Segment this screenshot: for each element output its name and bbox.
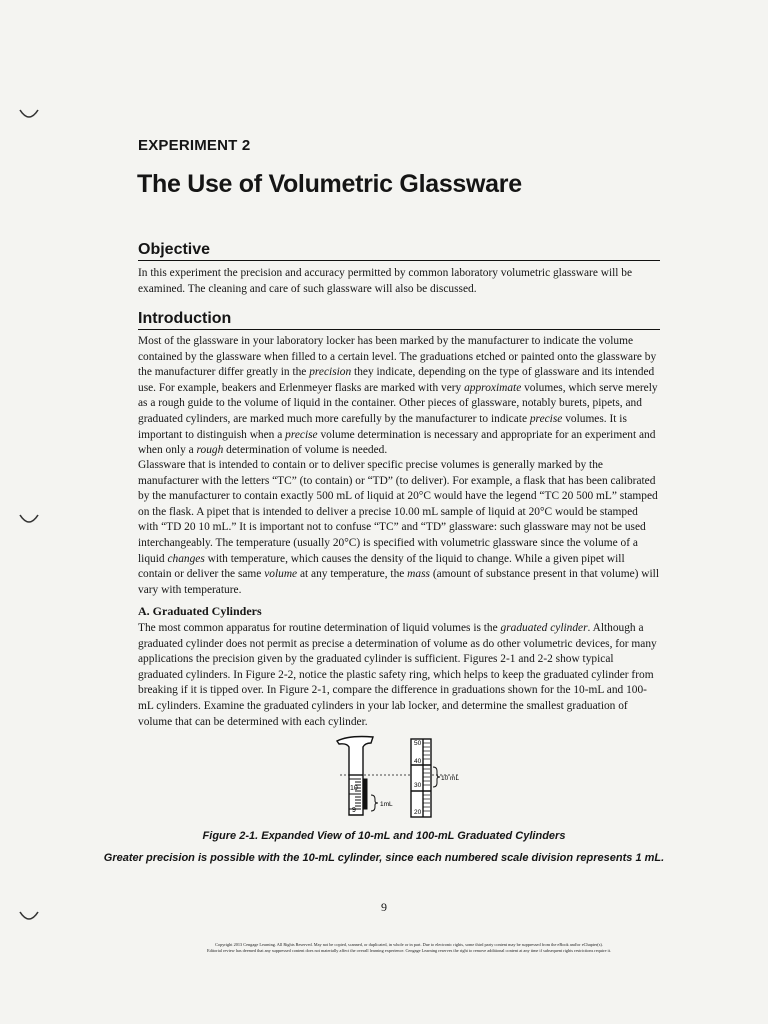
large-cylinder-label-30: 30 (414, 782, 422, 789)
page-number: 9 (381, 900, 387, 914)
figure-caption: Figure 2-1. Expanded View of 10-mL and 100-mL Graduated Cylinders (202, 830, 566, 842)
binder-hole-mark (18, 513, 40, 525)
introduction-heading: Introduction (138, 310, 660, 330)
small-bracket-label: 1mL (380, 801, 393, 808)
copyright-notice (150, 942, 668, 954)
copyright-line-1: Copyright 2013 Cengage Learning. All Rights Reserved. May not be copied, scanned, or duplicated, in whole or in part. Due to electronic rights, some third party content may be suppressed from the eBook and/or eChapter(s). (215, 942, 603, 947)
introduction-paragraph-1: Most of the glassware in your laboratory locker has been marked by the manufacturer to indicate the volume contained by the glassware when filled to a certain level. The graduations etched or painted onto the glassware by the manufacturer differ greatly in the precision they indicate, depending on the type of glassware and its intended use. For example, beakers and Erlenmeyer flasks are marked with very approximate volumes, which serve merely as a rough guide to the volume of liquid in the container. Other pieces of glassware, notably burets, pipets, and graduated cylinders, are marked much more carefully by the manufacturer to indicate precise volumes. It is important to distinguish when a precise volume determination is necessary and appropriate for an experiment and when only a rough determination of volume is needed. (138, 335, 658, 457)
large-cylinder-label-20: 20 (414, 809, 422, 816)
page-title: The Use of Volumetric Glassware (137, 170, 522, 198)
objective-text: In this experiment the precision and accuracy permitted by common laboratory volumetric glassware will be examined. The cleaning and care of such glassware will also be discussed. (138, 267, 633, 295)
small-cylinder-label-9: 9 (352, 807, 356, 814)
binder-hole-mark (18, 108, 40, 120)
figure-graduated-cylinders (335, 735, 465, 820)
small-cylinder-label-10: 10 (350, 785, 358, 792)
objective-heading: Objective (138, 241, 660, 261)
large-cylinder-label-40: 40 (414, 758, 422, 765)
large-cylinder-label-50: 50 (414, 740, 422, 747)
graduated-cylinders-paragraph: The most common apparatus for routine determination of liquid volumes is the graduated cylinder. Although a graduated cylinder does not permit as precise a determination of volume as do other volumetric devices, for many applications the precision given by the graduated cylinder is sufficient. Figures 2-1 and 2-2 show typical graduated cylinders. In Figure 2-2, notice the plastic safety ring, which helps to keep the graduated cylinder from breaking if it is tipped over. In Figure 2-1, compare the difference in graduations shown for the 10-mL and 100-mL cylinders. Examine the graduated cylinders in your lab locker, and determine the smallest graduation of volume that can be determined with each cylinder. (138, 622, 657, 728)
cylinders-illustration (335, 735, 465, 820)
introduction-paragraph-2: Glassware that is intended to contain or to deliver specific precise volumes is generally marked by the manufacturer with the letters “TC” (to contain) or “TD” (to deliver). For example, a flask that has been calibrated by the manufacturer to contain exactly 500 mL of liquid at 20°C would have the legend “TC 20 500 mL” stamped on the flask. A pipet that is intended to deliver a precise 10.00 mL sample of liquid at 20°C would be stamped with “TD 20 10 mL.” It is important not to confuse “TC” and “TD” glassware: such glassware may not be used interchangeably. The temperature (usually 20°C) is specified with volumetric glassware since the volume of a liquid changes with temperature, which causes the density of the liquid to change. While a given pipet will contain or deliver the same volume at any temperature, the mass (amount of substance present in that volume) will vary with temperature. (138, 459, 659, 596)
experiment-label: EXPERIMENT 2 (138, 137, 251, 154)
copyright-line-2: Editorial review has deemed that any suppressed content does not materially affect the overall learning experience. Cengage Learning reserves the right to remove additional content at any time if subsequent rights restrictions require it. (206, 948, 612, 953)
figure-subcaption: Greater precision is possible with the 10-mL cylinder, since each numbered scale division represents 1 mL. (103, 852, 665, 864)
large-bracket-label: 10 mL (441, 775, 460, 782)
graduated-cylinders-heading: A. Graduated Cylinders (138, 604, 262, 618)
